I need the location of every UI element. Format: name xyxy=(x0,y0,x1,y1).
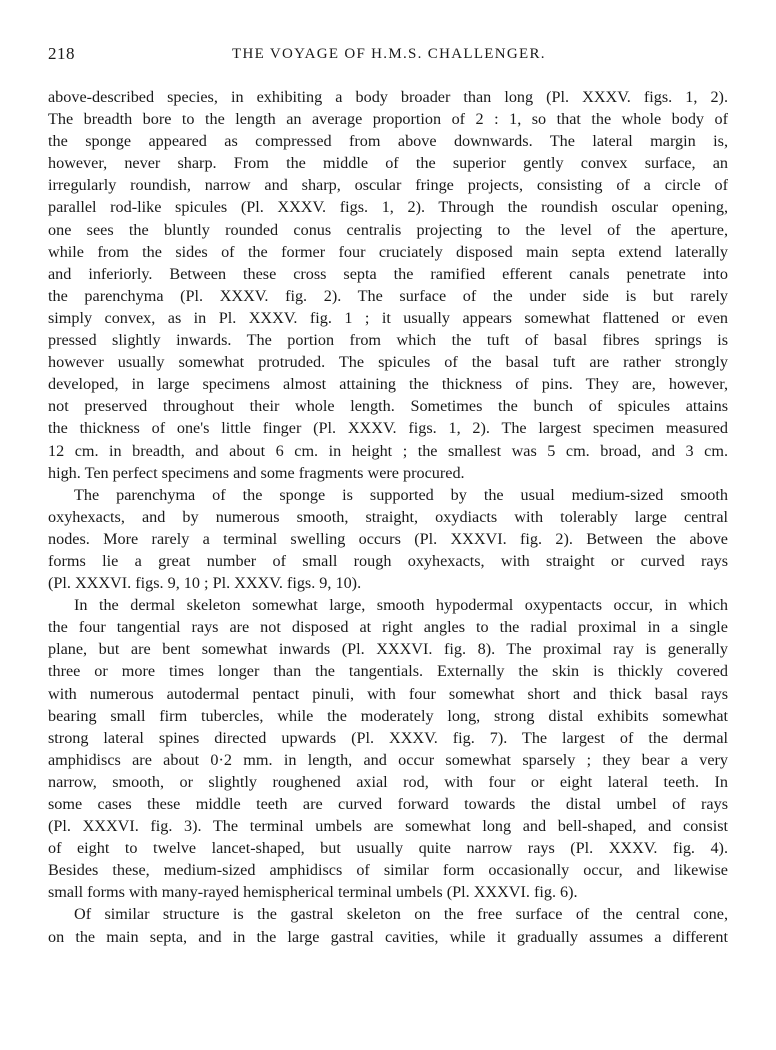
text-line: parallel rod-like spicules (Pl. XXXV. figs. 1, 2). Through the roundish oscular opening, xyxy=(48,198,728,217)
body-text xyxy=(48,86,728,948)
page-header xyxy=(48,44,728,68)
text-line: In the dermal skeleton somewhat large, smooth hypodermal oxypentacts occur, in which xyxy=(74,596,728,615)
text-line: nodes. More rarely a terminal swelling occurs (Pl. XXXVI. fig. 2). Between the above xyxy=(48,529,728,548)
text-line: the parenchyma (Pl. XXXV. fig. 2). The surface of the under side is but rarely xyxy=(48,286,728,305)
running-title: THE VOYAGE OF H.M.S. CHALLENGER. xyxy=(232,46,546,62)
text-line: narrow, smooth, or slightly roughened axial rod, with four or eight lateral teeth. In xyxy=(48,772,728,791)
text-line: and inferiorly. Between these cross septa the ramified efferent canals penetrate into xyxy=(48,264,728,283)
text-line: amphidiscs are about 0·2 mm. in length, and occur somewhat sparsely ; they bear a very xyxy=(48,750,728,769)
text-line: bearing small firm tubercles, while the moderately long, strong distal exhibits somewhat xyxy=(48,706,728,725)
text-line: not preserved throughout their whole length. Sometimes the bunch of spicules attains xyxy=(48,397,728,416)
text-line: The breadth bore to the length an average proportion of 2 : 1, so that the whole body of xyxy=(48,110,728,129)
text-line: on the main septa, and in the large gastral cavities, while it gradually assumes a different xyxy=(48,927,728,946)
text-line: high. Ten perfect specimens and some fragments were procured. xyxy=(48,463,465,482)
text-line: (Pl. XXXVI. fig. 3). The terminal umbels are somewhat long and bell-shaped, and consist xyxy=(48,817,728,836)
text-line: however usually somewhat protruded. The spicules of the basal tuft are rather strongly xyxy=(48,353,728,372)
text-line: plane, but are bent somewhat inwards (Pl. XXXVI. fig. 8). The proximal ray is generally xyxy=(48,640,728,659)
text-line: however, never sharp. From the middle of the superior gently convex surface, an xyxy=(48,154,728,173)
text-line: while from the sides of the former four cruciately disposed main septa extend laterally xyxy=(48,242,728,261)
text-line: one sees the bluntly rounded conus centralis projecting to the level of the aperture, xyxy=(48,220,728,239)
text-line: strong lateral spines directed upwards (Pl. XXXV. fig. 7). The largest of the dermal xyxy=(48,728,728,747)
text-line: simply convex, as in Pl. XXXV. fig. 1 ; it usually appears somewhat flattened or even xyxy=(48,308,728,327)
text-line: irregularly roundish, narrow and sharp, oscular fringe projects, consisting of a circle of xyxy=(48,176,728,195)
text-line: the four tangential rays are not disposed at right angles to the radial proximal in a single xyxy=(48,618,728,637)
text-line: of eight to twelve lancet-shaped, but usually quite narrow rays (Pl. XXXV. fig. 4). xyxy=(48,839,728,858)
text-line: with numerous autodermal pentact pinuli, with four somewhat short and thick basal rays xyxy=(48,684,728,703)
page-number: 218 xyxy=(48,44,75,63)
text-line: The parenchyma of the sponge is supported by the usual medium-sized smooth xyxy=(74,485,728,504)
text-line: forms lie a great number of small rough oxyhexacts, with straight or curved rays xyxy=(48,551,728,570)
text-line: Of similar structure is the gastral skeleton on the free surface of the central cone, xyxy=(74,905,728,924)
text-line: oxyhexacts, and by numerous smooth, straight, oxydiacts with tolerably large central xyxy=(48,507,728,526)
text-line: above-described species, in exhibiting a body broader than long (Pl. XXXV. figs. 1, 2). xyxy=(48,88,728,106)
text-line: the sponge appeared as compressed from above downwards. The lateral margin is, xyxy=(48,132,728,151)
text-line: (Pl. XXXVI. figs. 9, 10 ; Pl. XXXV. figs. 9, 10). xyxy=(48,574,362,593)
text-line: small forms with many-rayed hemispherical terminal umbels (Pl. XXXVI. fig. 6). xyxy=(48,883,578,902)
text-line: three or more times longer than the tangentials. Externally the skin is thickly covered xyxy=(48,662,728,681)
text-line: the thickness of one's little finger (Pl. XXXV. figs. 1, 2). The largest specimen measured xyxy=(48,419,728,438)
text-line: pressed slightly inwards. The portion from which the tuft of basal fibres springs is xyxy=(48,331,728,350)
text-line: 12 cm. in breadth, and about 6 cm. in height ; the smallest was 5 cm. broad, and 3 cm. xyxy=(48,441,728,460)
text-line: Besides these, medium-sized amphidiscs of similar form occasionally occur, and likewise xyxy=(48,861,728,880)
text-line: developed, in large specimens almost attaining the thickness of pins. They are, however, xyxy=(48,375,728,394)
text-line: some cases these middle teeth are curved forward towards the distal umbel of rays xyxy=(48,795,728,813)
